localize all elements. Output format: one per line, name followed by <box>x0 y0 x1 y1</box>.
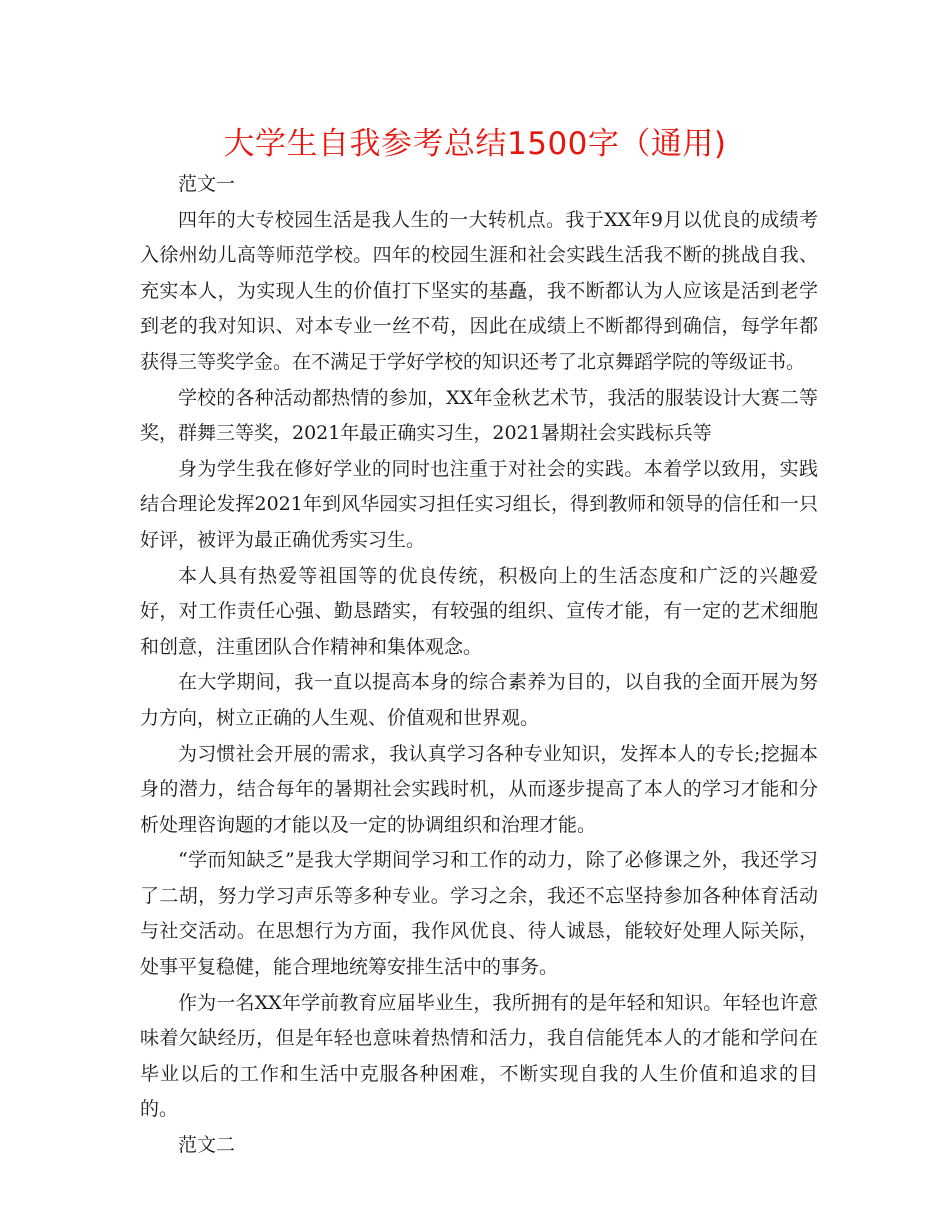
paragraph-4: 本人具有热爱等祖国等的优良传统，积极向上的生活态度和广泛的兴趣爱好，对工作责任心强、勤恳踏实，有较强的组织、宣传才能，有一定的艺术细胞和创意，注重团队合作精神和集体观念。 <box>140 564 818 658</box>
paragraph-3: 身为学生我在修好学业的同时也注重于对社会的实践。本着学以致用，实践结合理论发挥2021年到风华园实习担任实习组长，得到教师和领导的信任和一只好评，被评为最正确优秀实习生。 <box>140 457 818 551</box>
section-label-2: 范文二 <box>178 1134 236 1157</box>
paragraph-7: “学而知缺乏”是我大学期间学习和工作的动力，除了必修课之外，我还学习了二胡，努力学习声乐等多种专业。学习之余，我还不忘坚持参加各种体育活动与社交活动。在思想行为方面，我作风优良、待人诚恳，能较好处理人际关际，处事平复稳健，能合理地统筹安排生活中的事务。 <box>140 849 818 979</box>
section-label-1: 范文一 <box>178 173 236 195</box>
paragraph-5: 在大学期间，我一直以提高本身的综合素养为目的，以自我的全面开展为努力方向，树立正确的人生观、价值观和世界观。 <box>140 671 818 729</box>
document-body <box>140 167 818 1164</box>
paragraph-2: 学校的各种活动都热情的参加，XX年金秋艺术节，我活的服装设计大赛二等奖，群舞三等奖，2021年最正确实习生，2021暑期社会实践标兵等 <box>140 386 818 445</box>
paragraph-1: 四年的大专校园生活是我人生的一大转机点。我于XX年9月以优良的成绩考入徐州幼儿高等师范学校。四年的校园生涯和社会实践生活我不断的挑战自我、充实本人，为实现人生的价值打下坚实的基矗，我不断都认为人应该是活到老学到老的我对知识、对本专业一丝不苟，因此在成绩上不断都得到确信，每学年都获得三等奖学金。在不满足于学好学校的知识还考了北京舞蹈学院的等级证书。 <box>140 208 818 373</box>
paragraph-8: 作为一名XX年学前教育应届毕业生，我所拥有的是年轻和知识。年轻也许意味着欠缺经历，但是年轻也意味着热情和活力，我自信能凭本人的才能和学问在毕业以后的工作和生活中克服各种困难，不断实现自我的人生价值和追求的目的。 <box>140 991 818 1121</box>
document-title: 大学生自我参考总结1500字（通用) <box>223 126 727 162</box>
paragraph-6: 为习惯社会开展的需求，我认真学习各种专业知识，发挥本人的专长;挖掘本身的潜力，结合每年的暑期社会实践时机，从而逐步提高了本人的学习才能和分析处理咨询题的才能以及一定的协调组织和治理才能。 <box>140 742 818 836</box>
